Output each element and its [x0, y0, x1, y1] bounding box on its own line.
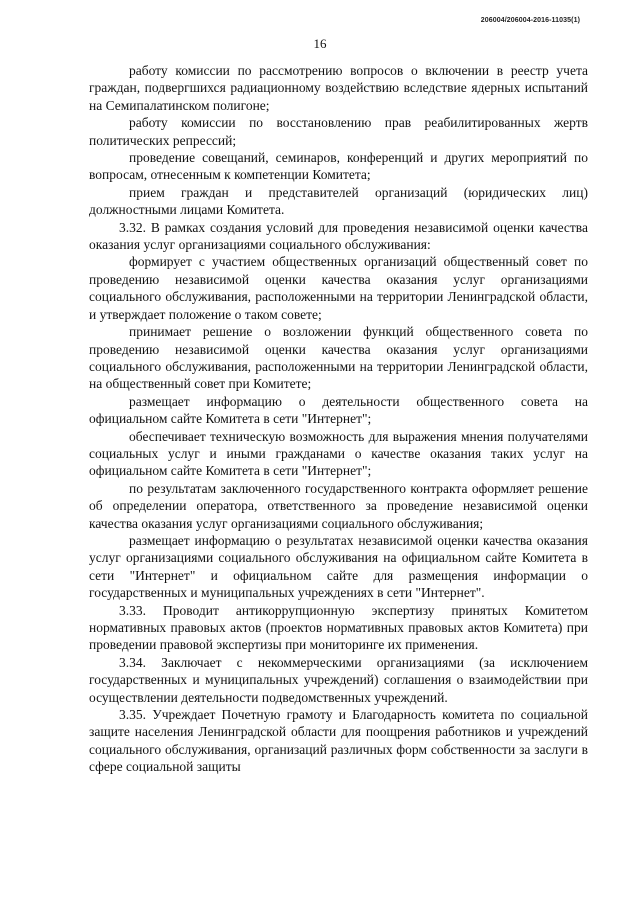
section-paragraph-3-33: 3.33. Проводит антикоррупционную экспертизу принятых Комитетом нормативных правовых актов (проектов нормативных правовых актов Комитета) при проведении правовой экспертизы при мониторинге их применения. — [89, 602, 588, 653]
paragraph: по результатам заключенного государственного контракта оформляет решение об определении оператора, ответственного за проведение независимой оценки качества оказания услуг организациями социального обслуживания; — [89, 480, 588, 531]
document-body — [89, 62, 588, 776]
paragraph: обеспечивает техническую возможность для выражения мнения получателями социальных услуг и иными гражданами о качестве оказания таких услуг на официальном сайте Комитета в сети "Интернет"; — [89, 428, 588, 479]
paragraph: работу комиссии по рассмотрению вопросов о включении в реестр учета граждан, подвергшихся радиационному воздействию вследствие ядерных испытаний на Семипалатинском полигоне; — [89, 63, 588, 113]
paragraph: формирует с участием общественных организаций общественный совет по проведению независимой оценки качества оказания услуг организациями социального обслуживания, расположенными на территории Ленинградской области, и утверждает положение о таком совете; — [89, 254, 588, 322]
paragraph: проведение совещаний, семинаров, конференций и других мероприятий по вопросам, отнесенным к компетенции Комитета; — [89, 150, 588, 183]
document-id: 206004/206004-2016-11035(1) — [480, 17, 580, 24]
paragraph: работу комиссии по восстановлению прав реабилитированных жертв политических репрессий; — [89, 115, 588, 148]
section-paragraph-3-34: 3.34. Заключает с некоммерческими организациями (за исключением государственных и муниципальных учреждений) соглашения о взаимодействии при осуществлении деятельности подведомственных учреждений. — [89, 654, 588, 705]
paragraph: размещает информацию о деятельности общественного совета на официальном сайте Комитета в сети "Интернет"; — [89, 393, 588, 427]
paragraph: размещает информацию о результатах независимой оценки качества оказания услуг организациями социального обслуживания на официальном сайте Комитета в сети "Интернет" и официальном сайте для размещения информации о государственных и муниципальных учреждениях в сети "Интернет". — [89, 532, 588, 601]
paragraph: прием граждан и представителей организаций (юридических лиц) должностными лицами Комитета. — [89, 184, 588, 218]
section-paragraph-3-35: 3.35. Учреждает Почетную грамоту и Благодарность комитета по социальной защите населения Ленинградской области для поощрения работников и учреждений социального обслуживания, организаций различных форм собственности за заслуги в сфере социальной защиты — [89, 707, 588, 775]
page-number: 16 — [313, 36, 327, 51]
paragraph: принимает решение о возложении функций общественного совета по проведению независимой оценки качества оказания услуг организациями социального обслуживания, расположенными на территории Ленинградской области, на общественный совет при Комитете; — [89, 324, 588, 392]
section-paragraph-3-32: 3.32. В рамках создания условий для проведения независимой оценки качества оказания услуг организациями социального обслуживания: — [89, 219, 588, 253]
